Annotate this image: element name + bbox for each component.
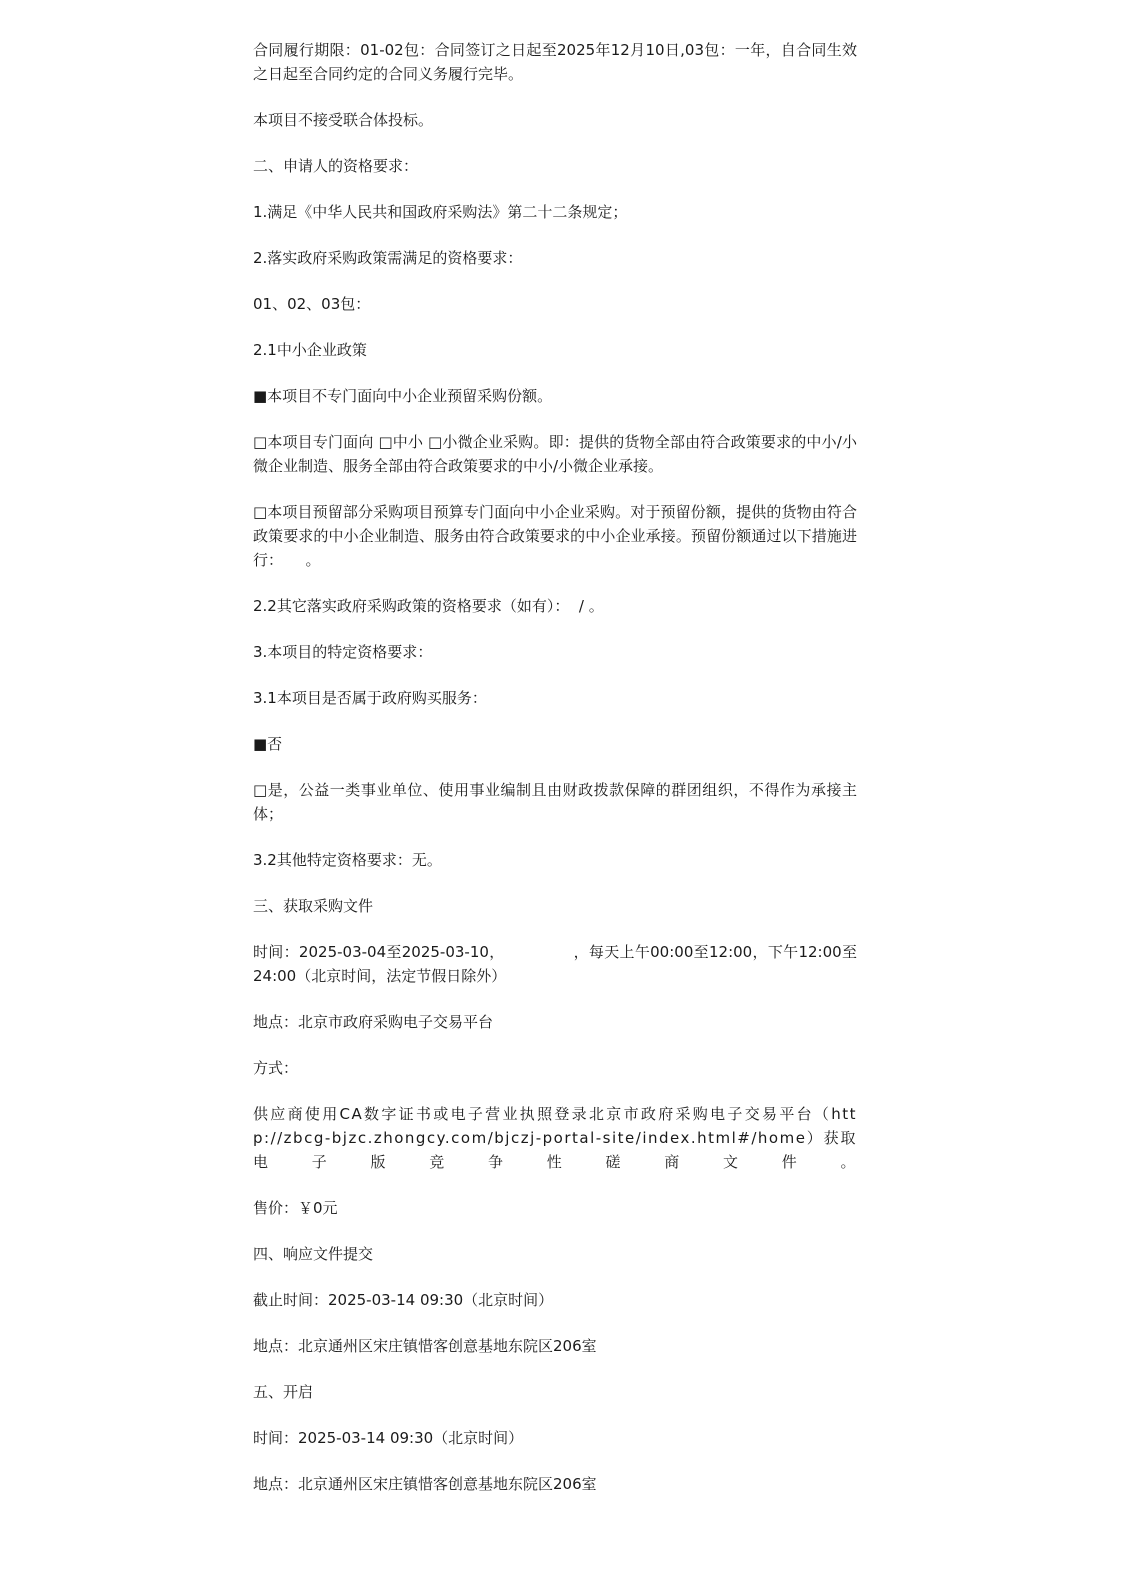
specific-requirements-heading: 3.本项目的特定资格要求： — [253, 643, 433, 661]
sme-option-checked: ■本项目不专门面向中小企业预留采购份额。 — [253, 387, 553, 405]
sme-policy-heading: 2.1中小企业政策 — [253, 341, 367, 359]
obtain-location: 地点：北京市政府采购电子交易平台 — [253, 1013, 494, 1031]
government-service-question: 3.1本项目是否属于政府购买服务： — [253, 689, 487, 707]
contract-period: 合同履行期限：01-02包：合同签订之日起至2025年12月10日,03包：一年，自合同生效之日起至合同约定的合同义务履行完毕。 — [253, 41, 857, 83]
document-body — [253, 38, 857, 1496]
requirement-2: 2.落实政府采购政策需满足的资格要求： — [253, 249, 523, 267]
package-list: 01、02、03包： — [253, 295, 371, 313]
section-heading-opening: 五、开启 — [253, 1383, 314, 1401]
no-consortium: 本项目不接受联合体投标。 — [253, 111, 434, 129]
section-heading-qualifications: 二、申请人的资格要求： — [253, 157, 419, 175]
other-policy-requirements: 2.2其它落实政府采购政策的资格要求（如有）： / 。 — [253, 597, 604, 615]
government-service-no: ■否 — [253, 735, 283, 753]
opening-location: 地点：北京通州区宋庄镇惜客创意基地东院区206室 — [253, 1475, 597, 1493]
sme-option-reserved: □本项目预留部分采购项目预算专门面向中小企业采购。对于预留份额，提供的货物由符合政策要求的中小企业制造、服务由符合政策要求的中小企业承接。预留份额通过以下措施进行： 。 — [253, 503, 857, 569]
government-service-yes: □是，公益一类事业单位、使用事业编制且由财政拨款保障的群团组织，不得作为承接主体； — [253, 781, 857, 823]
sme-option-dedicated: □本项目专门面向 □中小 □小微企业采购。即：提供的货物全部由符合政策要求的中小/小微企业制造、服务全部由符合政策要求的中小/小微企业承接。 — [253, 433, 857, 475]
price: 售价：￥0元 — [253, 1199, 338, 1217]
submission-deadline: 截止时间：2025-03-14 09:30（北京时间） — [253, 1291, 554, 1309]
other-specific-requirements: 3.2其他特定资格要求：无。 — [253, 851, 442, 869]
section-heading-submission: 四、响应文件提交 — [253, 1245, 374, 1263]
opening-time: 时间：2025-03-14 09:30（北京时间） — [253, 1429, 524, 1447]
requirement-1: 1.满足《中华人民共和国政府采购法》第二十二条规定； — [253, 203, 628, 221]
submission-location: 地点：北京通州区宋庄镇惜客创意基地东院区206室 — [253, 1337, 597, 1355]
obtain-method-detail: 供应商使用CA数字证书或电子营业执照登录北京市政府采购电子交易平台（http://zbcg-bjzc.zhongcy.com/bjczj-portal-site/index.html#/home）获取电子版竞争性磋商文件。 — [253, 1105, 857, 1171]
obtain-time: 时间：2025-03-04至2025-03-10， ，每天上午00:00至12:00，下午12:00至24:00（北京时间，法定节假日除外） — [253, 943, 857, 985]
obtain-method-label: 方式： — [253, 1059, 299, 1077]
section-heading-obtain-documents: 三、获取采购文件 — [253, 897, 374, 915]
